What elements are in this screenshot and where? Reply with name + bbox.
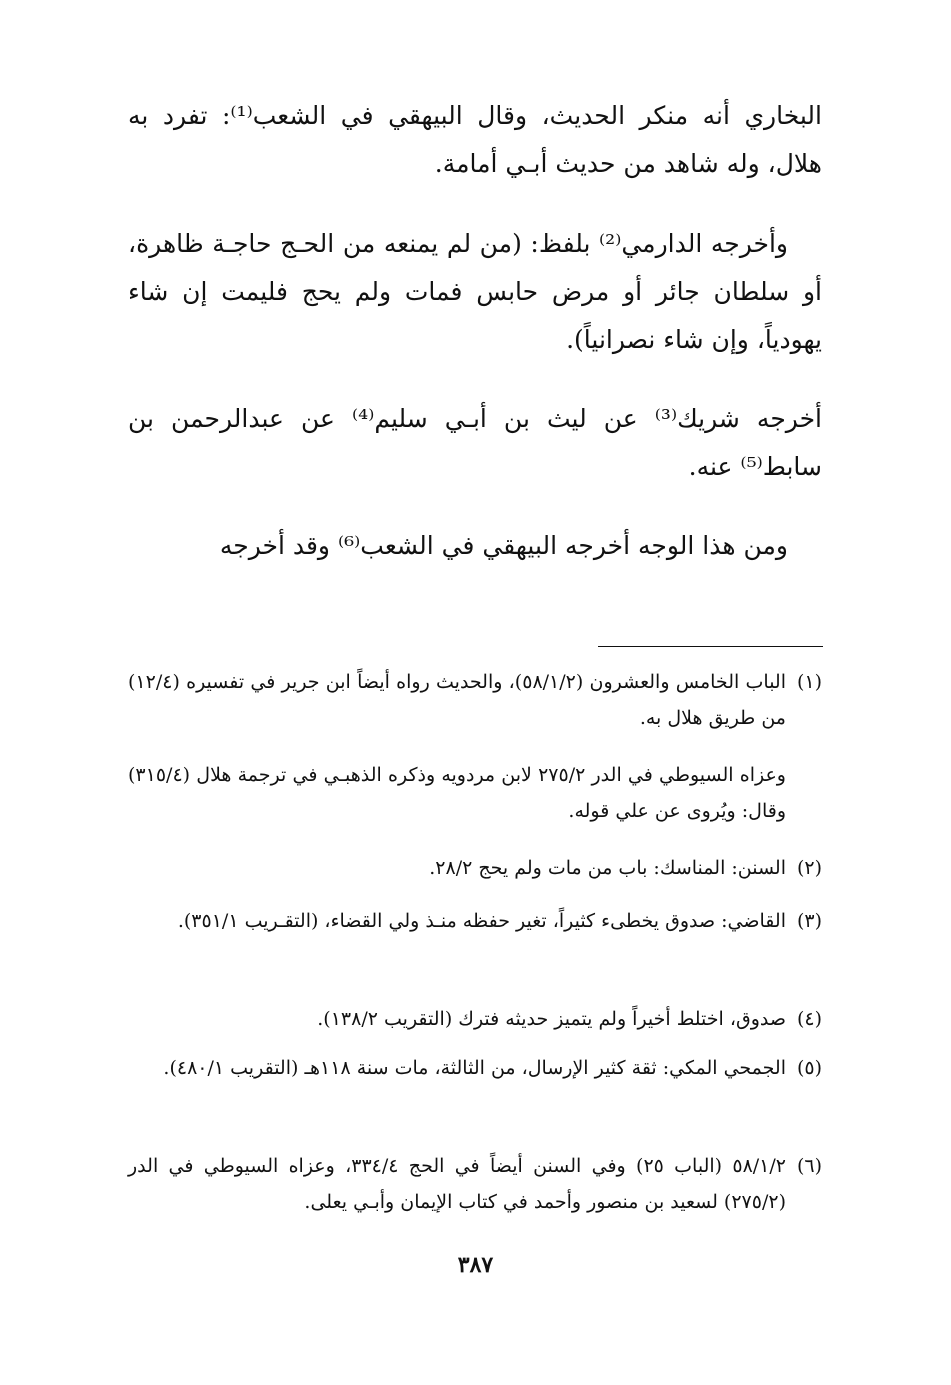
footnote-text: الجمحي المكي: ثقة كثير الإرسال، من الثالثة، مات سنة ١١٨هـ (التقريب ٤٨٠/١).	[163, 1057, 786, 1079]
footnote-text: السنن: المناسك: باب من مات ولم يحج ٢٨/٢.	[429, 857, 786, 879]
page-number: ٣٨٧	[457, 1252, 494, 1278]
body-paragraph-2: وأخرجه الدارمي⁽²⁾ بلفظ: (من لم يمنعه من الحـج حاجـة ظاهرة، أو سلطان جائر أو مرض حابس فمات ولم يحج فليمت إن شاء يهودياً، وإن شاء نصرانياً).	[128, 229, 822, 354]
footnote-5	[128, 1050, 822, 1086]
footnote-3	[128, 903, 822, 939]
body-paragraph-3: أخرجه شريك⁽³⁾ عن ليث بن أبـي سليم⁽⁴⁾ عن عبدالرحمن بن سابط⁽⁵⁾ عنه.	[128, 404, 822, 481]
footnote-1	[128, 664, 822, 736]
footnote-separator	[598, 646, 823, 647]
footnote-6	[128, 1148, 822, 1220]
footnote-4	[128, 1001, 822, 1037]
footnote-number: (٦)	[796, 1155, 822, 1177]
footnote-text: ٥٨/١/٢ (الباب ٢٥) وفي السنن أيضاً في الحج ٣٣٤/٤، وعزاه السيوطي في الدر (٢٧٥/٢) لسعيد بن منصور وأحمد في كتاب الإيمان وأبـي يعلى.	[128, 1155, 786, 1213]
footnote-text: الباب الخامس والعشرون (٥٨/١/٢)، والحديث رواه أيضاً ابن جرير في تفسيره (١٢/٤) من طريق هلال به.	[128, 671, 786, 729]
body-paragraph-1: البخاري أنه منكر الحديث، وقال البيهقي في الشعب⁽¹⁾: تفرد به هلال، وله شاهد من حديث أبـي أمامة.	[128, 101, 822, 178]
footnote-1-continuation: وعزاه السيوطي في الدر ٢٧٥/٢ لابن مردويه وذكره الذهبـي في ترجمة هلال (٣١٥/٤) وقال: ويُروى عن علي قوله.	[128, 764, 786, 822]
footnote-number: (٢)	[796, 857, 822, 879]
footnote-number: (١)	[796, 671, 822, 693]
footnote-text: القاضي: صدوق يخطىء كثيراً، تغير حفظه منـذ ولي القضاء، (التقـريب ٣٥١/١).	[177, 910, 786, 932]
footnote-2	[128, 850, 822, 886]
footnote-number: (٤)	[796, 1008, 822, 1030]
footnote-text: صدوق، اختلط أخيراً ولم يتميز حديثه فترك (التقريب ١٣٨/٢).	[317, 1008, 786, 1030]
footnote-number: (٥)	[796, 1057, 822, 1079]
footnote-number: (٣)	[796, 910, 822, 932]
body-paragraph-4: ومن هذا الوجه أخرجه البيهقي في الشعب⁽⁶⁾ وقد أخرجه	[219, 531, 788, 560]
